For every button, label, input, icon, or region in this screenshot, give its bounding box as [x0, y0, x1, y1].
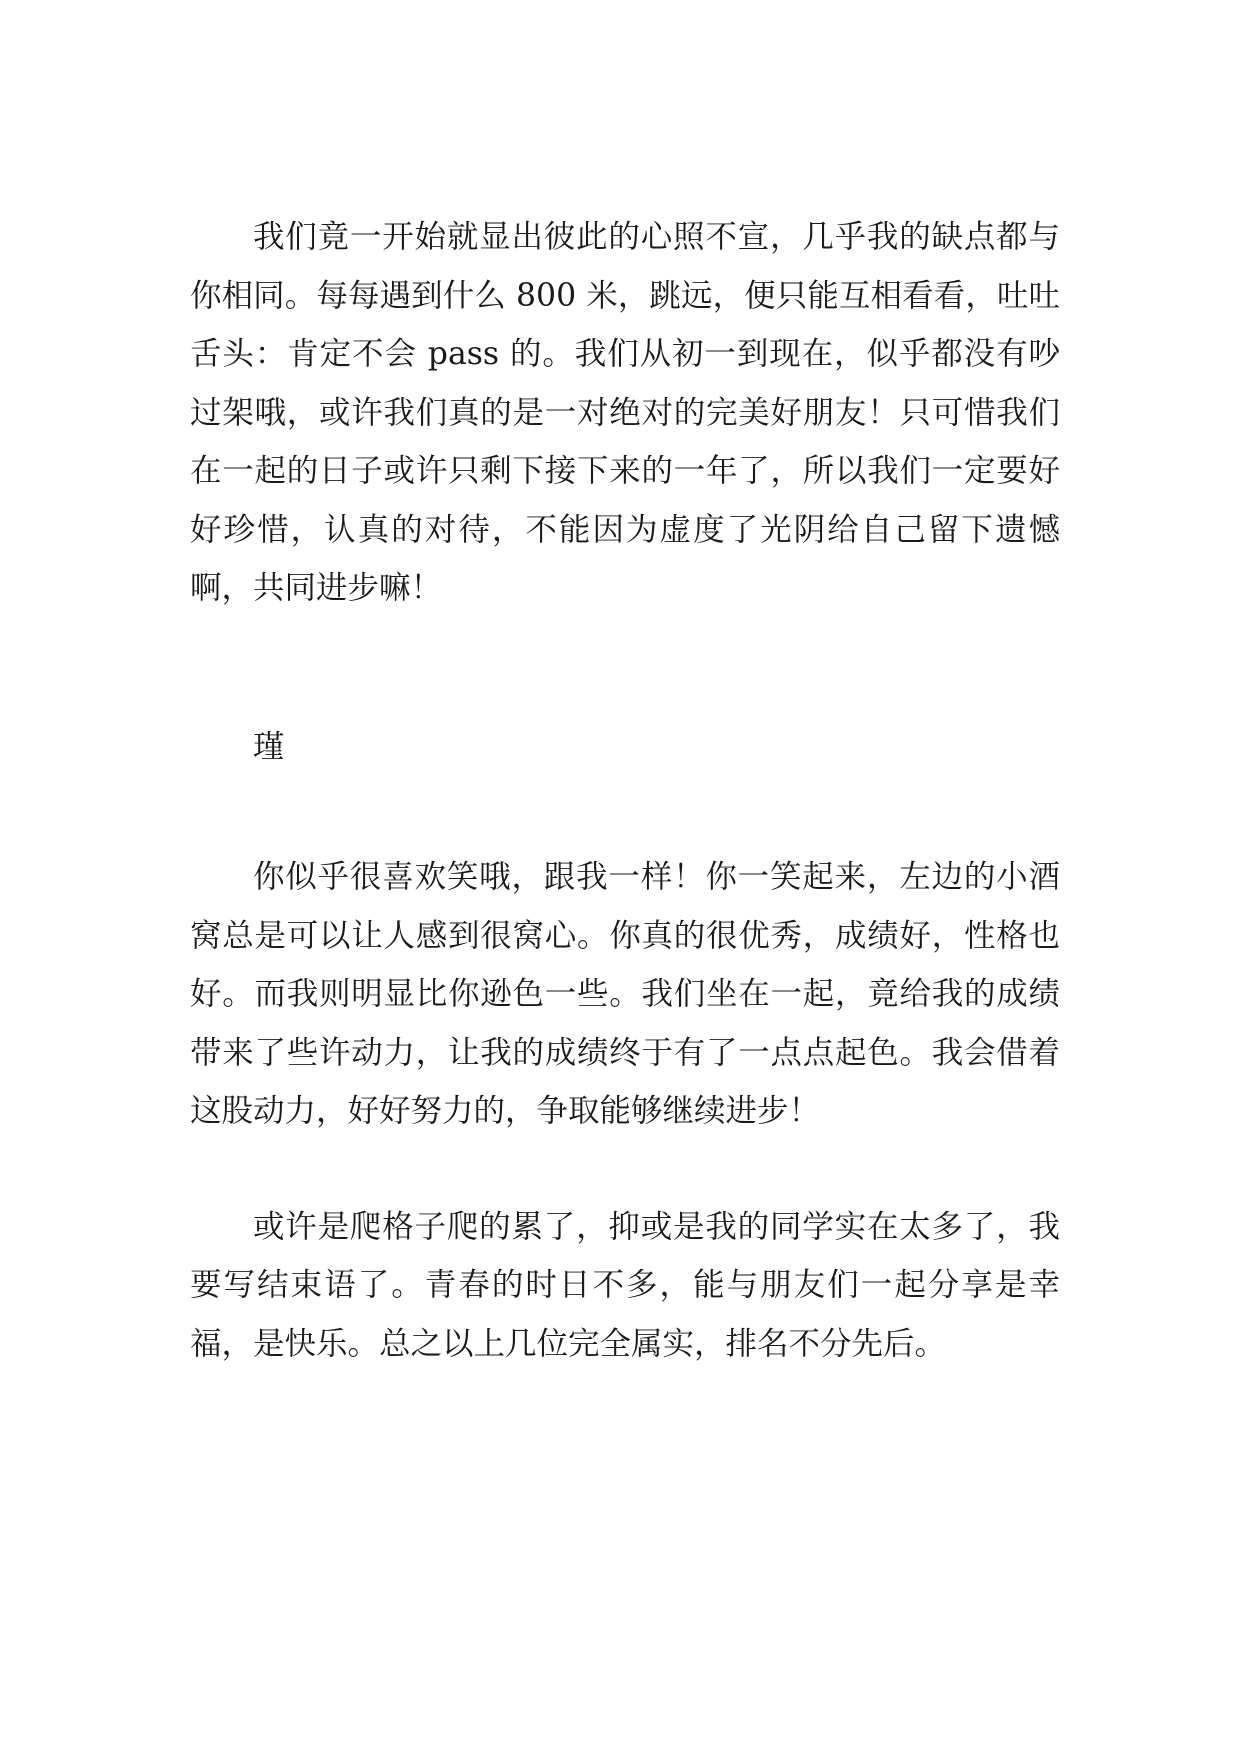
- document-body: [190, 208, 1060, 1373]
- paragraph-friend-1: 我们竟一开始就显出彼此的心照不宣，几乎我的缺点都与你相同。每每遇到什么 800 米，跳远，便只能互相看看，吐吐舌头：肯定不会 pass 的。我们从初一到现在，似乎都没有吵过架哦，或许我们真的是一对绝对的完美好朋友！只可惜我们在一起的日子或许只剩下接下来的一年了，所以我们一定要好好珍惜，认真的对待，不能因为虚度了光阴给自己留下遗憾啊，共同进步嘛！: [190, 219, 1060, 606]
- section-heading-name: 瑾: [253, 728, 285, 765]
- paragraph-closing: 或许是爬格子爬的累了，抑或是我的同学实在太多了，我要写结束语了。青春的时日不多，能与朋友们一起分享是幸福，是快乐。总之以上几位完全属实，排名不分先后。: [190, 1208, 1060, 1362]
- paragraph-friend-2: 你似乎很喜欢笑哦，跟我一样！你一笑起来，左边的小酒窝总是可以让人感到很窝心。你真的很优秀，成绩好，性格也好。而我则明显比你逊色一些。我们坐在一起，竟给我的成绩带来了些许动力，让我的成绩终于有了一点点起色。我会借着这股动力，好好努力的，争取能够继续进步！: [190, 859, 1060, 1129]
